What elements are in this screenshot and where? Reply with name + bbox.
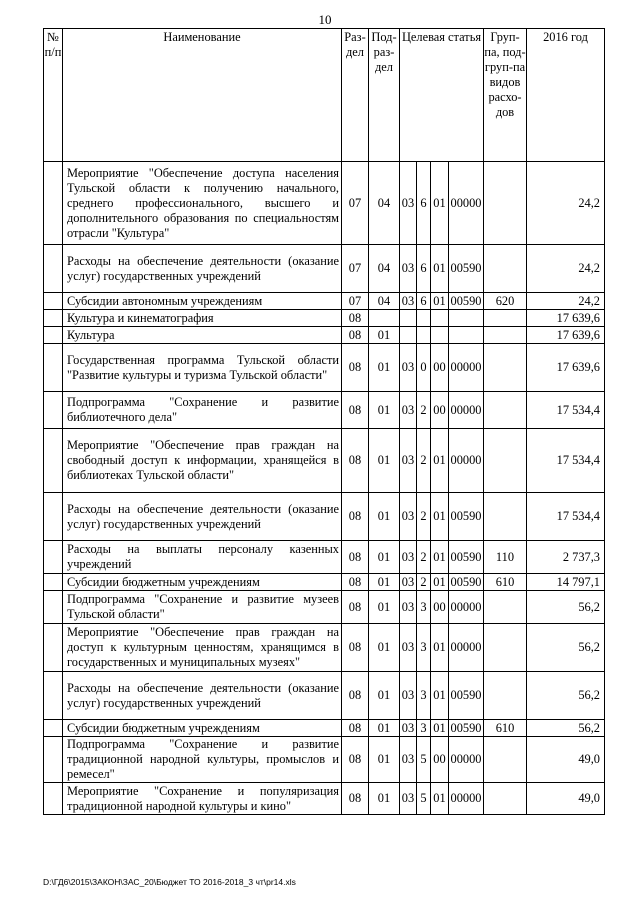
row-target-part3-cell — [431, 327, 449, 344]
row-target-part2-cell: 6 — [417, 293, 431, 310]
row-amount-cell: 17 534,4 — [527, 392, 605, 429]
row-name-cell: Государственная программа Тульской области "Развитие культуры и туризма Тульской области" — [63, 344, 342, 392]
table-row — [44, 429, 605, 493]
row-razdel-cell: 07 — [342, 293, 369, 310]
row-number-cell — [44, 310, 63, 327]
row-target-part3-cell: 01 — [431, 162, 449, 245]
row-number-cell — [44, 624, 63, 672]
table-row — [44, 245, 605, 293]
row-target-part4-cell: 00000 — [449, 624, 484, 672]
row-podrazdel-cell: 04 — [369, 293, 400, 310]
row-target-part4-cell: 00000 — [449, 591, 484, 624]
row-amount-cell: 49,0 — [527, 783, 605, 815]
row-target-part4-cell: 00590 — [449, 574, 484, 591]
row-target-part1-cell: 03 — [400, 574, 417, 591]
row-group-cell: 110 — [484, 541, 527, 574]
row-podrazdel-cell: 01 — [369, 624, 400, 672]
row-amount-cell: 56,2 — [527, 624, 605, 672]
row-amount-cell: 49,0 — [527, 737, 605, 783]
row-target-part4-cell: 00000 — [449, 429, 484, 493]
row-target-part2-cell: 5 — [417, 783, 431, 815]
table-row — [44, 293, 605, 310]
row-target-part2-cell: 3 — [417, 624, 431, 672]
row-podrazdel-cell: 01 — [369, 541, 400, 574]
row-name-cell: Расходы на выплаты персоналу казенных учреждений — [63, 541, 342, 574]
row-amount-cell: 17 639,6 — [527, 310, 605, 327]
row-group-cell — [484, 344, 527, 392]
row-target-part4-cell: 00000 — [449, 392, 484, 429]
row-podrazdel-cell: 04 — [369, 245, 400, 293]
row-target-part3-cell: 00 — [431, 737, 449, 783]
row-podrazdel-cell: 01 — [369, 344, 400, 392]
row-target-part4-cell: 00590 — [449, 672, 484, 720]
row-target-part2-cell: 2 — [417, 392, 431, 429]
budget-table — [43, 28, 605, 815]
table-row — [44, 737, 605, 783]
row-razdel-cell: 08 — [342, 541, 369, 574]
table-row — [44, 541, 605, 574]
row-target-part3-cell: 01 — [431, 783, 449, 815]
row-podrazdel-cell — [369, 310, 400, 327]
row-name-cell: Расходы на обеспечение деятельности (оказание услуг) государственных учреждений — [63, 245, 342, 293]
table-row — [44, 392, 605, 429]
row-target-part1-cell: 03 — [400, 429, 417, 493]
row-name-cell: Культура и кинематография — [63, 310, 342, 327]
row-name-cell: Культура — [63, 327, 342, 344]
row-group-cell: 610 — [484, 574, 527, 591]
row-amount-cell: 24,2 — [527, 162, 605, 245]
row-target-part1-cell: 03 — [400, 737, 417, 783]
row-target-part3-cell: 01 — [431, 720, 449, 737]
row-razdel-cell: 08 — [342, 783, 369, 815]
row-target-part3-cell: 01 — [431, 541, 449, 574]
row-razdel-cell: 08 — [342, 392, 369, 429]
row-amount-cell: 56,2 — [527, 591, 605, 624]
row-name-cell: Расходы на обеспечение деятельности (оказание услуг) государственных учреждений — [63, 672, 342, 720]
header-name: Наименование — [63, 29, 342, 162]
table-row — [44, 783, 605, 815]
row-name-cell: Мероприятие "Обеспечение доступа населения Тульской области к получению начального, среднего профессионального, высшего и дополнительного образования по специальностям отрасли "Культура" — [63, 162, 342, 245]
row-name-cell: Мероприятие "Сохранение и популяризация традиционной народной культуры и кино" — [63, 783, 342, 815]
row-number-cell — [44, 429, 63, 493]
row-target-part4-cell: 00000 — [449, 344, 484, 392]
row-razdel-cell: 07 — [342, 162, 369, 245]
row-target-part4-cell: 00590 — [449, 245, 484, 293]
row-target-part4-cell: 00590 — [449, 720, 484, 737]
row-target-part4-cell: 00590 — [449, 493, 484, 541]
row-number-cell — [44, 493, 63, 541]
row-target-part3-cell: 01 — [431, 493, 449, 541]
row-amount-cell: 17 639,6 — [527, 327, 605, 344]
table-row — [44, 574, 605, 591]
header-podrazdel: Под-раз-дел — [369, 29, 400, 162]
row-target-part2-cell — [417, 310, 431, 327]
row-podrazdel-cell: 01 — [369, 783, 400, 815]
row-target-part2-cell: 0 — [417, 344, 431, 392]
row-target-part2-cell: 5 — [417, 737, 431, 783]
row-group-cell — [484, 783, 527, 815]
row-razdel-cell: 08 — [342, 672, 369, 720]
row-number-cell — [44, 245, 63, 293]
row-razdel-cell: 08 — [342, 493, 369, 541]
row-name-cell: Субсидии бюджетным учреждениям — [63, 720, 342, 737]
row-group-cell — [484, 327, 527, 344]
row-razdel-cell: 08 — [342, 591, 369, 624]
row-podrazdel-cell: 01 — [369, 574, 400, 591]
row-target-part2-cell: 3 — [417, 672, 431, 720]
row-name-cell: Субсидии автономным учреждениям — [63, 293, 342, 310]
row-target-part3-cell: 01 — [431, 245, 449, 293]
row-podrazdel-cell: 01 — [369, 429, 400, 493]
row-number-cell — [44, 672, 63, 720]
row-name-cell: Подпрограмма "Сохранение и развитие традиционной народной культуры, промыслов и ремесел" — [63, 737, 342, 783]
row-target-part2-cell: 3 — [417, 720, 431, 737]
table-row — [44, 591, 605, 624]
row-number-cell — [44, 541, 63, 574]
row-podrazdel-cell: 01 — [369, 591, 400, 624]
row-target-part1-cell: 03 — [400, 293, 417, 310]
row-number-cell — [44, 783, 63, 815]
row-group-cell — [484, 493, 527, 541]
row-target-part1-cell: 03 — [400, 624, 417, 672]
row-amount-cell: 56,2 — [527, 720, 605, 737]
row-number-cell — [44, 392, 63, 429]
row-target-part3-cell: 00 — [431, 591, 449, 624]
row-target-part4-cell: 00590 — [449, 541, 484, 574]
row-target-part4-cell: 00590 — [449, 293, 484, 310]
row-target-part1-cell: 03 — [400, 162, 417, 245]
row-number-cell — [44, 162, 63, 245]
row-podrazdel-cell: 01 — [369, 327, 400, 344]
row-razdel-cell: 08 — [342, 344, 369, 392]
row-target-part3-cell: 00 — [431, 344, 449, 392]
row-podrazdel-cell: 01 — [369, 672, 400, 720]
row-target-part2-cell: 2 — [417, 429, 431, 493]
row-target-part3-cell: 01 — [431, 574, 449, 591]
row-podrazdel-cell: 04 — [369, 162, 400, 245]
row-target-part4-cell: 00000 — [449, 162, 484, 245]
row-razdel-cell: 08 — [342, 310, 369, 327]
row-group-cell — [484, 429, 527, 493]
row-target-part2-cell: 6 — [417, 245, 431, 293]
table-row — [44, 162, 605, 245]
row-razdel-cell: 07 — [342, 245, 369, 293]
row-razdel-cell: 08 — [342, 327, 369, 344]
table-header-row — [44, 29, 605, 162]
row-amount-cell: 24,2 — [527, 293, 605, 310]
row-target-part4-cell — [449, 327, 484, 344]
row-target-part1-cell: 03 — [400, 783, 417, 815]
row-amount-cell: 14 797,1 — [527, 574, 605, 591]
row-target-part2-cell: 2 — [417, 574, 431, 591]
row-target-part3-cell: 01 — [431, 624, 449, 672]
row-group-cell — [484, 591, 527, 624]
row-target-part2-cell: 6 — [417, 162, 431, 245]
table-row — [44, 344, 605, 392]
row-podrazdel-cell: 01 — [369, 737, 400, 783]
table-row — [44, 624, 605, 672]
row-target-part1-cell: 03 — [400, 392, 417, 429]
row-number-cell — [44, 591, 63, 624]
row-target-part1-cell — [400, 327, 417, 344]
row-number-cell — [44, 720, 63, 737]
row-name-cell: Мероприятие "Обеспечение прав граждан на доступ к культурным ценностям, хранящимся в государственных и муниципальных музеях" — [63, 624, 342, 672]
row-podrazdel-cell: 01 — [369, 493, 400, 541]
row-target-part3-cell: 01 — [431, 672, 449, 720]
row-group-cell — [484, 672, 527, 720]
row-target-part3-cell: 01 — [431, 293, 449, 310]
row-target-part1-cell: 03 — [400, 591, 417, 624]
table-row — [44, 672, 605, 720]
row-name-cell: Расходы на обеспечение деятельности (оказание услуг) государственных учреждений — [63, 493, 342, 541]
row-target-part4-cell: 00000 — [449, 737, 484, 783]
row-target-part3-cell — [431, 310, 449, 327]
row-group-cell — [484, 310, 527, 327]
row-podrazdel-cell: 01 — [369, 720, 400, 737]
row-target-part3-cell: 01 — [431, 429, 449, 493]
row-amount-cell: 56,2 — [527, 672, 605, 720]
row-target-part1-cell: 03 — [400, 720, 417, 737]
row-group-cell — [484, 737, 527, 783]
row-razdel-cell: 08 — [342, 574, 369, 591]
row-name-cell: Мероприятие "Обеспечение прав граждан на свободный доступ к информации, хранящейся в библиотеках Тульской области" — [63, 429, 342, 493]
row-number-cell — [44, 344, 63, 392]
page-number: 10 — [318, 12, 332, 27]
row-target-part4-cell — [449, 310, 484, 327]
row-group-cell — [484, 245, 527, 293]
row-group-cell — [484, 162, 527, 245]
table-body — [44, 162, 605, 815]
row-group-cell — [484, 624, 527, 672]
table-row — [44, 493, 605, 541]
row-target-part2-cell — [417, 327, 431, 344]
row-name-cell: Субсидии бюджетным учреждениям — [63, 574, 342, 591]
row-amount-cell: 17 534,4 — [527, 493, 605, 541]
header-year: 2016 год — [527, 29, 605, 162]
row-number-cell — [44, 737, 63, 783]
row-name-cell: Подпрограмма "Сохранение и развитие библиотечного дела" — [63, 392, 342, 429]
header-razdel: Раз-дел — [342, 29, 369, 162]
row-target-part2-cell: 3 — [417, 591, 431, 624]
row-target-part1-cell: 03 — [400, 672, 417, 720]
row-target-part4-cell: 00000 — [449, 783, 484, 815]
row-target-part3-cell: 00 — [431, 392, 449, 429]
header-num: № п/п — [44, 29, 63, 162]
row-target-part1-cell: 03 — [400, 541, 417, 574]
row-amount-cell: 17 639,6 — [527, 344, 605, 392]
row-razdel-cell: 08 — [342, 720, 369, 737]
row-amount-cell: 24,2 — [527, 245, 605, 293]
row-group-cell: 610 — [484, 720, 527, 737]
header-group: Груп-па, под-груп-па видов расхо-дов — [484, 29, 527, 162]
header-target: Целевая статья — [400, 29, 484, 162]
row-target-part1-cell: 03 — [400, 344, 417, 392]
row-number-cell — [44, 293, 63, 310]
row-target-part2-cell: 2 — [417, 493, 431, 541]
row-target-part1-cell: 03 — [400, 493, 417, 541]
table-row — [44, 720, 605, 737]
row-target-part1-cell — [400, 310, 417, 327]
table-row — [44, 327, 605, 344]
row-target-part2-cell: 2 — [417, 541, 431, 574]
row-target-part1-cell: 03 — [400, 245, 417, 293]
row-razdel-cell: 08 — [342, 624, 369, 672]
row-group-cell — [484, 392, 527, 429]
row-number-cell — [44, 574, 63, 591]
row-number-cell — [44, 327, 63, 344]
row-group-cell: 620 — [484, 293, 527, 310]
row-amount-cell: 17 534,4 — [527, 429, 605, 493]
row-razdel-cell: 08 — [342, 737, 369, 783]
row-amount-cell: 2 737,3 — [527, 541, 605, 574]
row-razdel-cell: 08 — [342, 429, 369, 493]
file-path-footer: D:\ГД6\2015\ЗАКОН\ЗАС_20\Бюджет ТО 2016-2018_3 чт\pr14.xls — [43, 877, 296, 887]
row-podrazdel-cell: 01 — [369, 392, 400, 429]
table-row — [44, 310, 605, 327]
row-name-cell: Подпрограмма "Сохранение и развитие музеев Тульской области" — [63, 591, 342, 624]
